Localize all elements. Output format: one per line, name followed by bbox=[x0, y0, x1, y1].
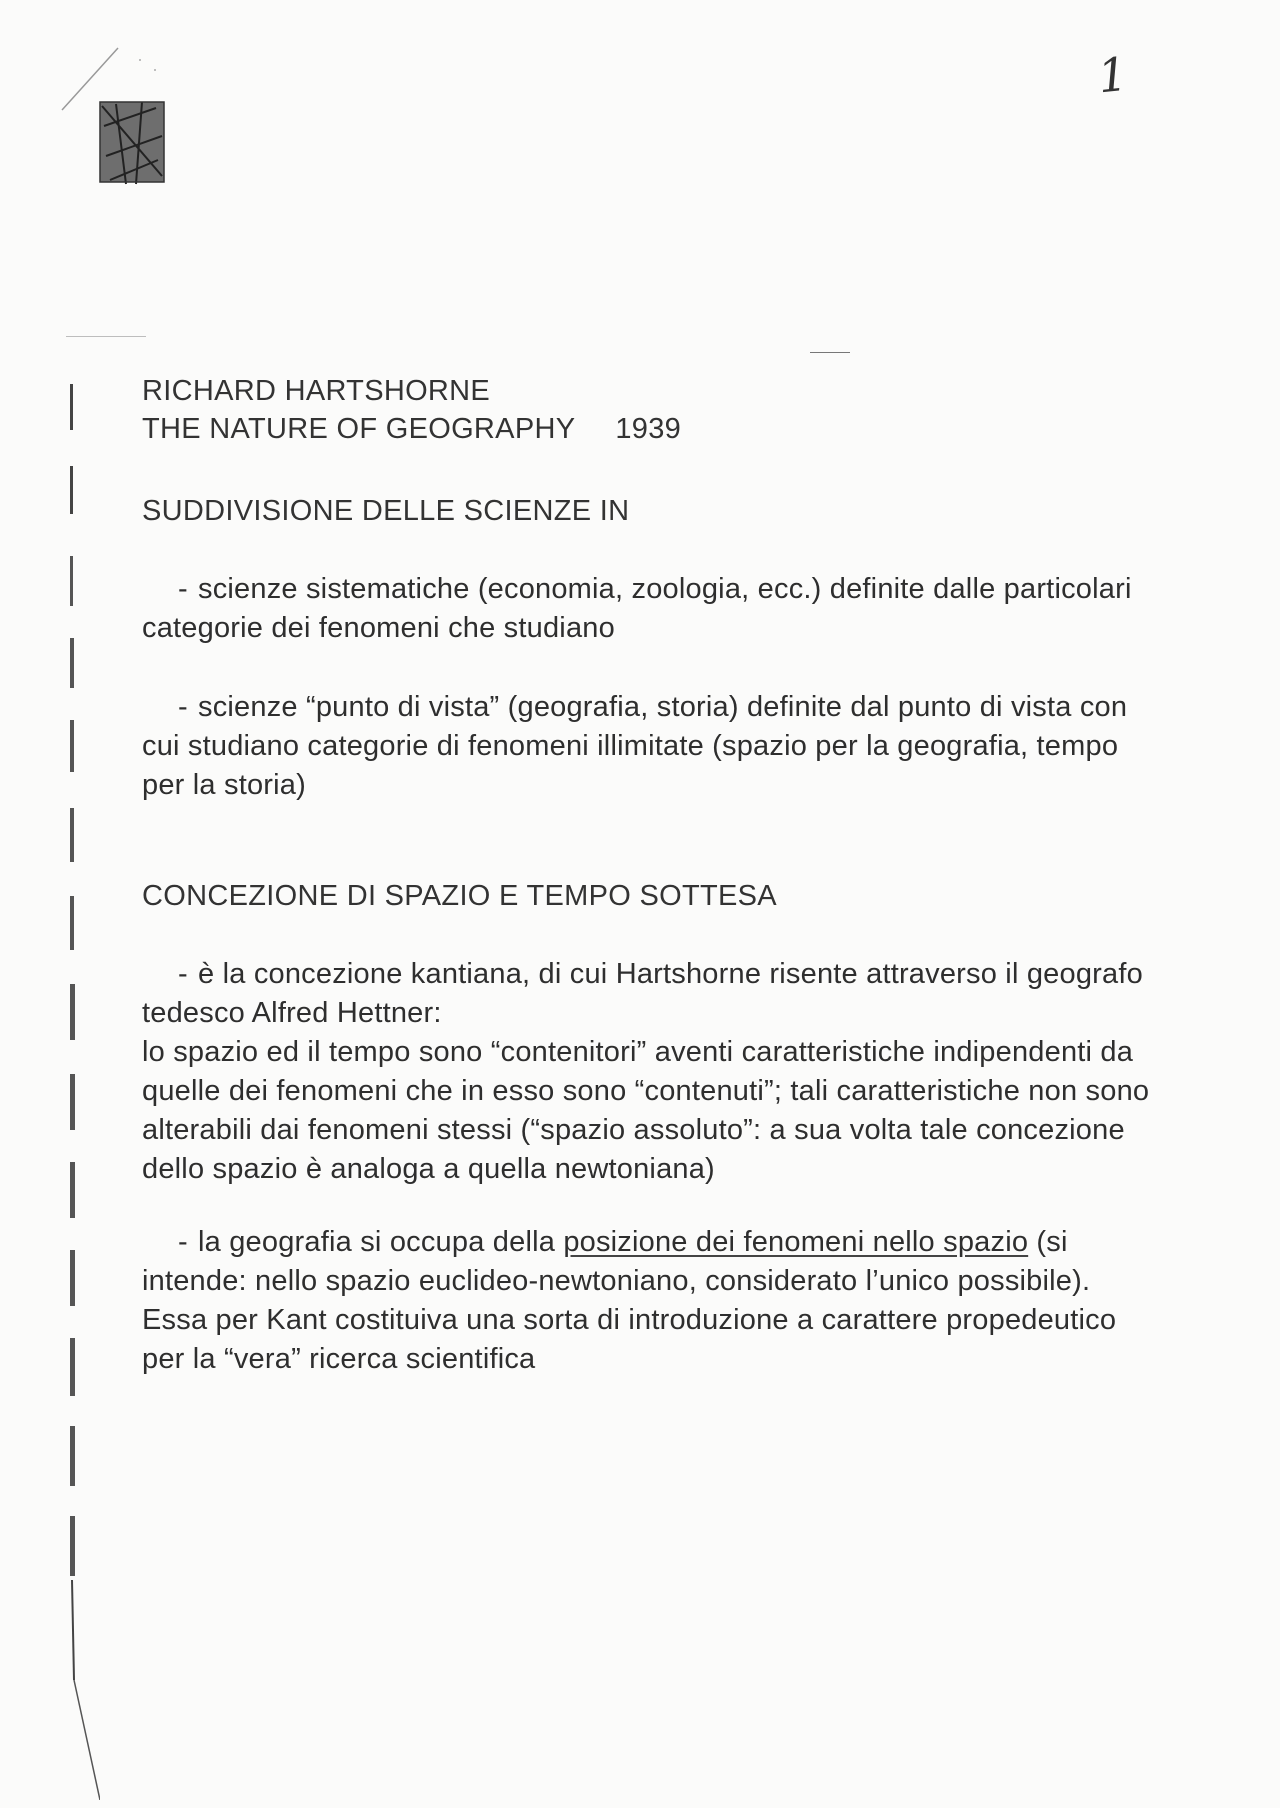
paragraph-text: la geografia si occupa della bbox=[198, 1226, 564, 1258]
paragraph: lo spazio ed il tempo sono “contenitori” aventi caratteristiche indipendenti da quelle dei fenomeni che in esso sono “contenuti”; tali caratteristiche non sono alterabili dai fenomeni stessi (“spazio assoluto”: a sua volta tale concezione dello spazio è analoga a quella newtoniana) bbox=[142, 1036, 1150, 1185]
book-title-line bbox=[142, 410, 1162, 448]
publication-year: 1939 bbox=[615, 413, 682, 445]
section-title: CONCEZIONE DI SPAZIO E TEMPO SOTTESA bbox=[142, 880, 777, 912]
list-item bbox=[142, 688, 1162, 805]
dash-marker: - bbox=[178, 958, 188, 990]
paragraph-text: scienze sistematiche (economia, zoologia, ecc.) definite dalle particolari categorie dei fenomeni che studiano bbox=[142, 573, 1132, 644]
dash-marker: - bbox=[178, 691, 188, 723]
divider-line bbox=[66, 336, 146, 337]
underlined-text: posizione dei fenomeni nello spazio bbox=[563, 1226, 1029, 1258]
paragraph-text: è la concezione kantiana, di cui Hartshorne risente attraverso il geografo tedesco Alfred Hettner: bbox=[142, 958, 1143, 1029]
dash-marker: - bbox=[178, 1226, 188, 1258]
paragraph-text: (si intende: nello spazio euclideo-newtoniano, considerato l’unico possibile). Essa per Kant costituiva una sorta di introduzione a carattere propedeutico per la “vera” ricerca scientifica bbox=[142, 1226, 1117, 1375]
list-item bbox=[142, 955, 1162, 1033]
book-title: THE NATURE OF GEOGRAPHY bbox=[142, 413, 576, 445]
paragraph-text: scienze “punto di vista” (geografia, storia) definite dal punto di vista con cui studiano categorie di fenomeni illimitate (spazio per la geografia, tempo per la storia) bbox=[142, 691, 1128, 801]
dash-marker: - bbox=[178, 573, 188, 605]
list-item bbox=[142, 1223, 1162, 1379]
list-item bbox=[142, 570, 1162, 648]
scribble-mark-icon bbox=[96, 96, 174, 188]
binding-marks-icon bbox=[60, 380, 100, 1800]
divider-line bbox=[810, 352, 850, 353]
author-name: RICHARD HARTSHORNE bbox=[142, 375, 491, 407]
page-number: 1 bbox=[1095, 46, 1131, 104]
document-body bbox=[142, 372, 1162, 1379]
section-title: SUDDIVISIONE DELLE SCIENZE IN bbox=[142, 495, 630, 527]
